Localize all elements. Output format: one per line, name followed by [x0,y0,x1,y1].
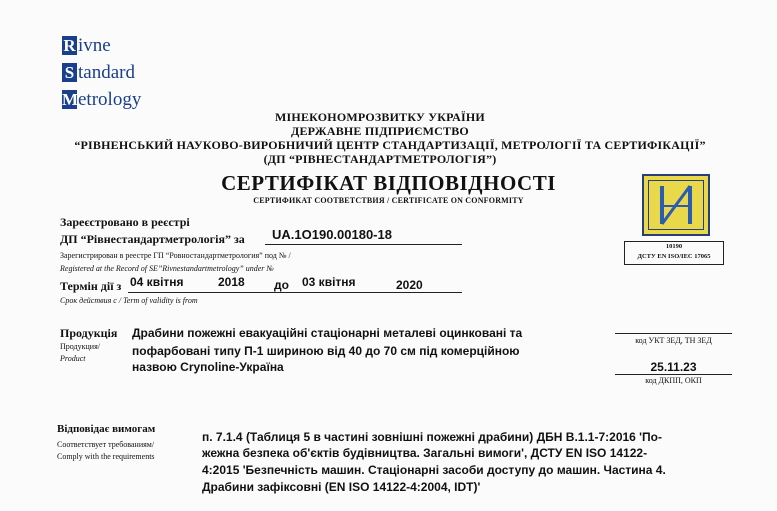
requirements-label-ua: Відповідає вимогам [57,423,156,435]
enterprise-type: ДЕРЖАВНЕ ПІДПРИЄМСТВО [291,124,469,138]
product-label-ua: Продукція [60,326,118,340]
validity-to-year: 2020 [396,278,423,292]
registration-number: UA.1O190.00180-18 [272,227,392,242]
product-label-ru: Продукция/ [60,342,100,351]
logo-line-standard [62,63,135,82]
requirements-label-en: Comply with the requirements [57,452,155,461]
product-label-en: Product [60,354,86,363]
center-short-name: (ДП “РІВНЕСТАНДАРТМЕТРОЛОГІЯ”) [263,152,497,166]
logo-text-ivne: ivne [78,35,111,56]
certificate-subtitle: СЕРТИФИКАТ СООТВЕТСТВИЯ / CERTIFICATE ON CONFORMITY [253,196,524,205]
requirements-line-4: Драбини зафіксовні (EN ISO 14122-4:2004, IDT)' [202,480,481,494]
accreditation-mark-icon [642,174,710,236]
logo-text-etrology: etrology [78,89,142,110]
dkpp-code-label: код ДКПП, ОКП [645,376,702,385]
certificate-title: СЕРТИФІКАТ ВІДПОВІДНОСТІ [221,171,556,195]
product-line-1: Драбини пожежні евакуаційні стаціонарні металеві оцинковані та [132,326,523,340]
logo-letter-m: M [62,90,79,109]
accreditation-number: 10190 [665,243,683,250]
logo-line-rivne [62,36,111,55]
validity-ru-en: Срок действия с / Term of validity is from [60,296,198,305]
logo-letter-r: R [63,36,76,55]
registration-label-line2: ДП “Рівнестандартметрологія” за [60,232,245,246]
requirements-line-3: 4:2015 'Безпечність машин. Стаціонарні засоби доступу до машин. Частина 4. [202,463,666,477]
requirements-label-ru: Соответствует требованиям/ [57,440,155,449]
logo-line-metrology [62,90,141,109]
center-full-name: “РІВНЕНСЬКИЙ НАУКОВО-ВИРОБНИЧИЙ ЦЕНТР СТАНДАРТИЗАЦІЇ, МЕТРОЛОГІЇ ТА СЕРТИФІКАЦІЇ” [74,138,706,152]
accreditation-symbol-icon [644,176,708,234]
ministry-name: МІНЕКОНОМРОЗВИТКУ УКРАЇНИ [275,110,485,124]
validity-to-word: до [274,278,289,292]
product-line-3: назвою Cryпoline-Україна [132,360,284,374]
accreditation-standard: ДСТУ EN ISO/IEC 17065 [637,253,711,260]
validity-from-day: 04 квітня [130,275,184,289]
registration-label-line1: Зареєстровано в реєстрі [60,215,190,229]
requirements-line-2: жежна безпека об'єктів будівництва. Загальні вимоги', ДСТУ EN ISO 14122- [202,446,648,460]
registration-ru-text: Зарегистрирован в реестре ГП “Ровностандартметрология” под № / [60,251,291,260]
validity-to-day: 03 квітня [302,275,356,289]
validity-label: Термін дії з [60,279,122,293]
product-line-2: пофарбовані типу П-1 шириною від 40 до 70 см під комерційною [132,344,520,358]
validity-from-year: 2018 [218,275,245,289]
registration-en-text: Registered at the Record of SE”Rivnestandartmetrology” under № [60,264,274,273]
logo-letter-s: S [62,63,77,82]
dkpp-code-value: 25.11.23 [650,360,697,374]
logo-text-tandard: tandard [78,62,135,83]
requirements-line-1: п. 7.1.4 (Таблиця 5 в частині зовнішні пожежні драбини) ДБН В.1.1-7:2016 'По- [202,430,662,444]
ukt-code-label: код УКТ ЗЕД, ТН ЗЕД [635,336,712,345]
accreditation-code-box [624,241,724,265]
